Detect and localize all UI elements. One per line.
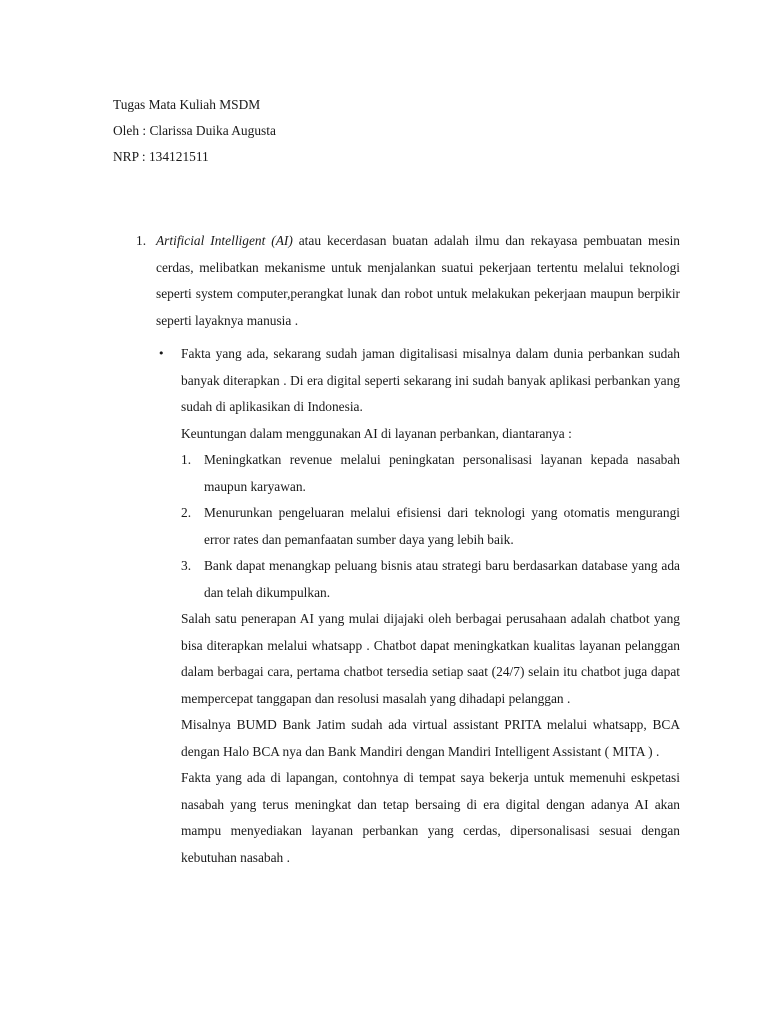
benefit-text: Menurunkan pengeluaran melalui efisiensi dari teknologi yang otomatis mengurangi error rates dan pemanfaatan sumber daya yang lebih baik. xyxy=(204,505,680,547)
benefit-number: 2. xyxy=(181,505,192,520)
benefit-number: 1. xyxy=(181,452,192,467)
list-number: 1. xyxy=(136,233,147,248)
ai-definition-paragraph xyxy=(156,228,680,334)
main-numbered-list xyxy=(136,228,680,871)
list-item xyxy=(136,228,680,871)
field-fact-paragraph: Fakta yang ada di lapangan, contohnya di tempat saya bekerja untuk memenuhi eskpetasi nasabah yang terus meningkat dan tetap bersaing di era digital dengan adanya AI akan mampu menyediakan layanan perbankan yang cerdas, dipersonalisasi sesuai dengan kebutuhan nasabah . xyxy=(181,770,680,865)
student-id-line: NRP : 134121511 xyxy=(113,149,209,164)
bullet-icon: • xyxy=(158,347,165,360)
benefits-intro: Keuntungan dalam menggunakan AI di layanan perbankan, diantaranya : xyxy=(181,425,572,441)
benefit-text: Meningkatkan revenue melalui peningkatan personalisasi layanan kepada nasabah maupun karyawan. xyxy=(204,452,680,494)
document-header xyxy=(113,92,276,170)
bullet-item xyxy=(156,341,680,871)
author-line: Oleh : Clarissa Duika Augusta xyxy=(113,123,276,138)
course-title: Tugas Mata Kuliah MSDM xyxy=(113,97,261,112)
benefit-text: Bank dapat menangkap peluang bisnis atau strategi baru berdasarkan database yang ada dan telah dikumpulkan. xyxy=(204,558,680,600)
example-paragraph: Misalnya BUMD Bank Jatim sudah ada virtual assistant PRITA melalui whatsapp, BCA dengan Halo BCA nya dan Bank Mandiri dengan Mandiri Intelligent Assistant ( MITA ) . xyxy=(181,717,680,759)
benefit-item-2 xyxy=(181,500,680,553)
benefit-item-1 xyxy=(181,447,680,500)
benefit-item-3 xyxy=(181,553,680,606)
chatbot-paragraph: Salah satu penerapan AI yang mulai dijajaki oleh berbagai perusahaan adalah chatbot yang bisa diterapkan melalui whatsapp . Chatbot dapat meningkatkan kualitas layanan pelanggan dalam berbagai cara, pertama chatbot tersedia setiap saat (24/7) selain itu chatbot juga dapat mempercepat tanggapan dan resolusi masalah yang dihadapi pelanggan . xyxy=(181,611,680,706)
ai-definition-text: atau kecerdasan buatan adalah ilmu dan rekayasa pembuatan mesin cerdas, melibatkan mekanisme untuk menjalankan suatui pekerjaan tertentu melalui teknologi seperti system computer,perangkat lunak dan robot untuk melakukan pekerjaan maupun berpikir seperti layaknya manusia . xyxy=(156,233,680,328)
benefit-number: 3. xyxy=(181,558,192,573)
ai-term: Artificial Intelligent (AI) xyxy=(156,233,293,248)
fact-paragraph: Fakta yang ada, sekarang sudah jaman digitalisasi misalnya dalam dunia perbankan sudah banyak diterapkan . Di era digital seperti sekarang ini sudah banyak aplikasi perbankan yang sudah di aplikasikan di Indonesia. xyxy=(181,346,680,414)
benefits-list xyxy=(181,447,680,606)
